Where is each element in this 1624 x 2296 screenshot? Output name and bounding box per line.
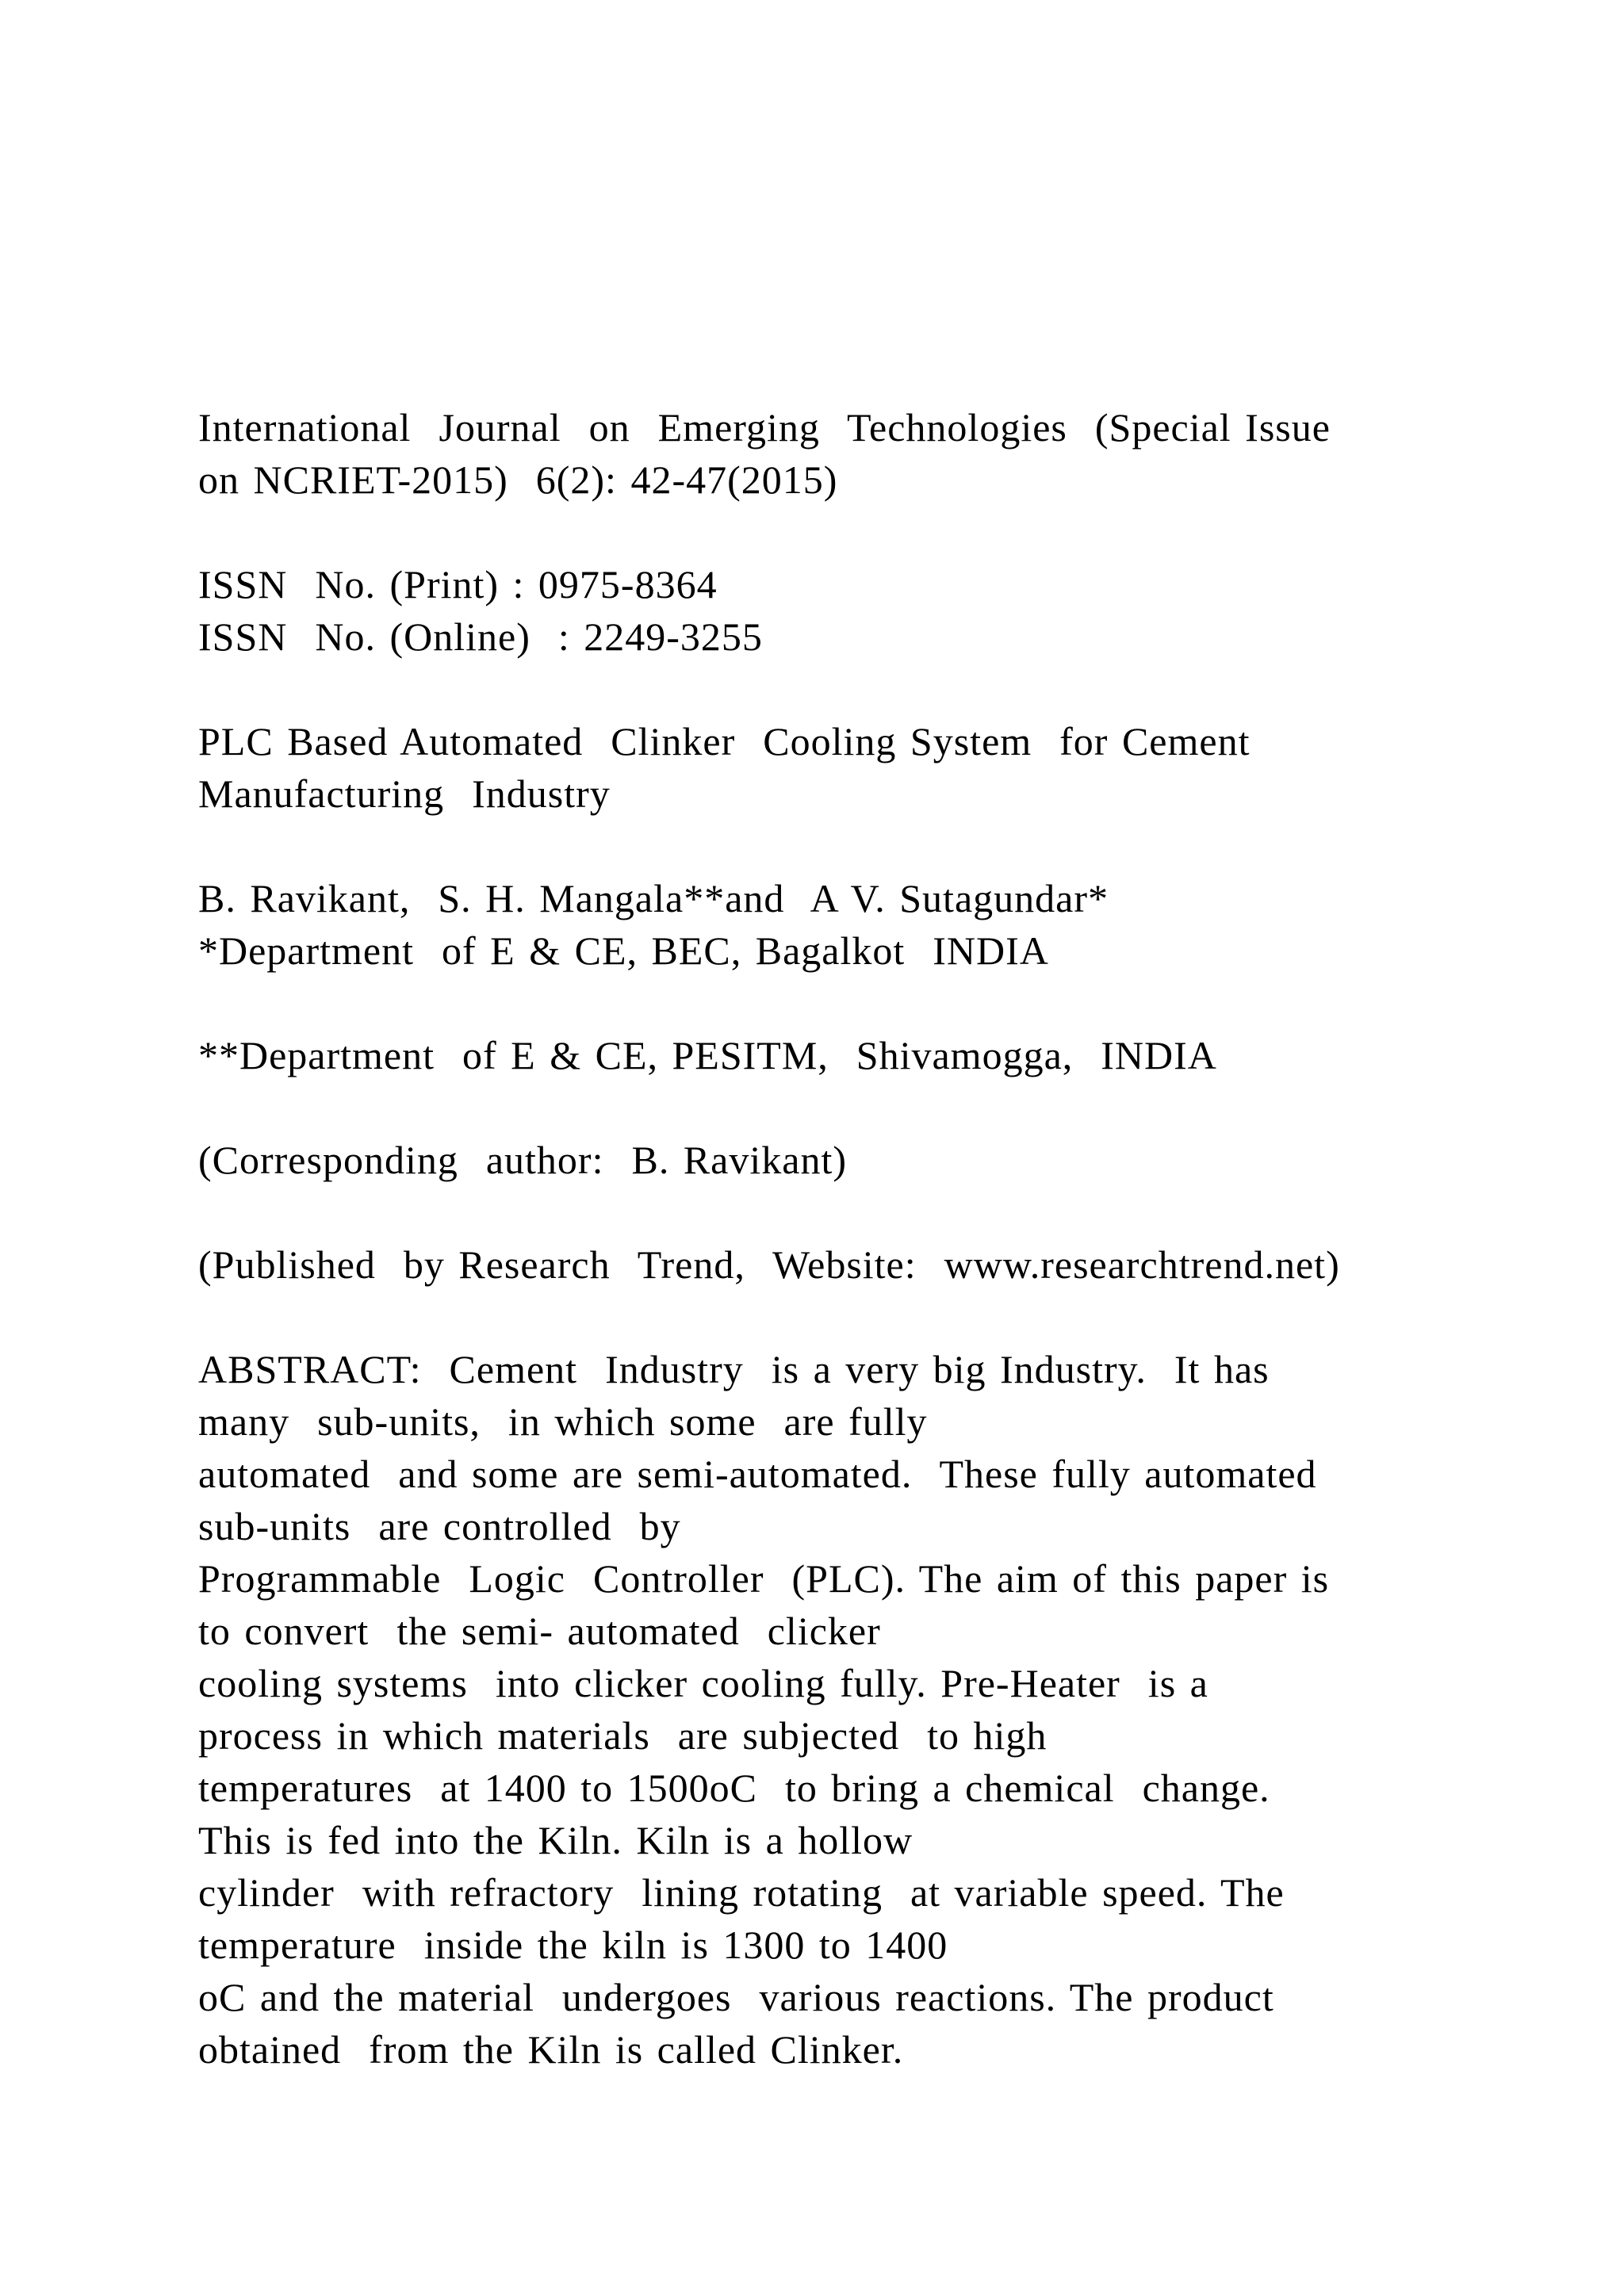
abstract-line: ABSTRACT: Cement Industry is a very big Industry. It has [198,1347,1270,1391]
title-line-2: Manufacturing Industry [198,771,611,816]
document-body [198,401,1562,2076]
corresponding-author: (Corresponding author: B. Ravikant) [198,1138,847,1182]
paper-title [198,715,1562,820]
publisher-block [198,1238,1562,1291]
affiliation-1: *Department of E & CE, BEC, Bagalkot INDIA [198,928,1049,973]
abstract-line: Programmable Logic Controller (PLC). The aim of this paper is [198,1556,1330,1601]
abstract [198,1343,1562,2076]
corresponding-author-block [198,1134,1562,1186]
issn-block [198,558,1562,663]
abstract-line: to convert the semi- automated clicker [198,1609,881,1653]
affiliation-2-block [198,1029,1562,1081]
author-names: B. Ravikant, S. H. Mangala**and A V. Sutagundar* [198,876,1109,920]
authors-block [198,872,1562,977]
abstract-line: cooling systems into clicker cooling fully. Pre-Heater is a [198,1661,1208,1705]
journal-line-1: International Journal on Emerging Technologies (Special Issue [198,405,1331,450]
issn-print: ISSN No. (Print) : 0975-8364 [198,562,718,607]
abstract-line: This is fed into the Kiln. Kiln is a hollow [198,1818,914,1862]
journal-citation [198,401,1562,506]
abstract-line: many sub-units, in which some are fully [198,1399,928,1444]
publisher-info: (Published by Research Trend, Website: www.researchtrend.net) [198,1242,1340,1287]
abstract-line: cylinder with refractory lining rotating at variable speed. The [198,1870,1285,1915]
affiliation-2: **Department of E & CE, PESITM, Shivamogga, INDIA [198,1033,1217,1077]
abstract-line: sub-units are controlled by [198,1504,681,1548]
issn-online: ISSN No. (Online) : 2249-3255 [198,614,763,659]
journal-line-2: on NCRIET-2015) 6(2): 42-47(2015) [198,457,838,502]
abstract-line: temperatures at 1400 to 1500oC to bring a chemical change. [198,1766,1270,1810]
title-line-1: PLC Based Automated Clinker Cooling System for Cement [198,719,1251,763]
abstract-line: temperature inside the kiln is 1300 to 1400 [198,1923,948,1967]
abstract-line: process in which materials are subjected to high [198,1713,1048,1758]
abstract-line: oC and the material undergoes various reactions. The product [198,1975,1274,2019]
abstract-line: automated and some are semi-automated. These fully automated [198,1452,1317,1496]
abstract-line: obtained from the Kiln is called Clinker. [198,2027,904,2072]
